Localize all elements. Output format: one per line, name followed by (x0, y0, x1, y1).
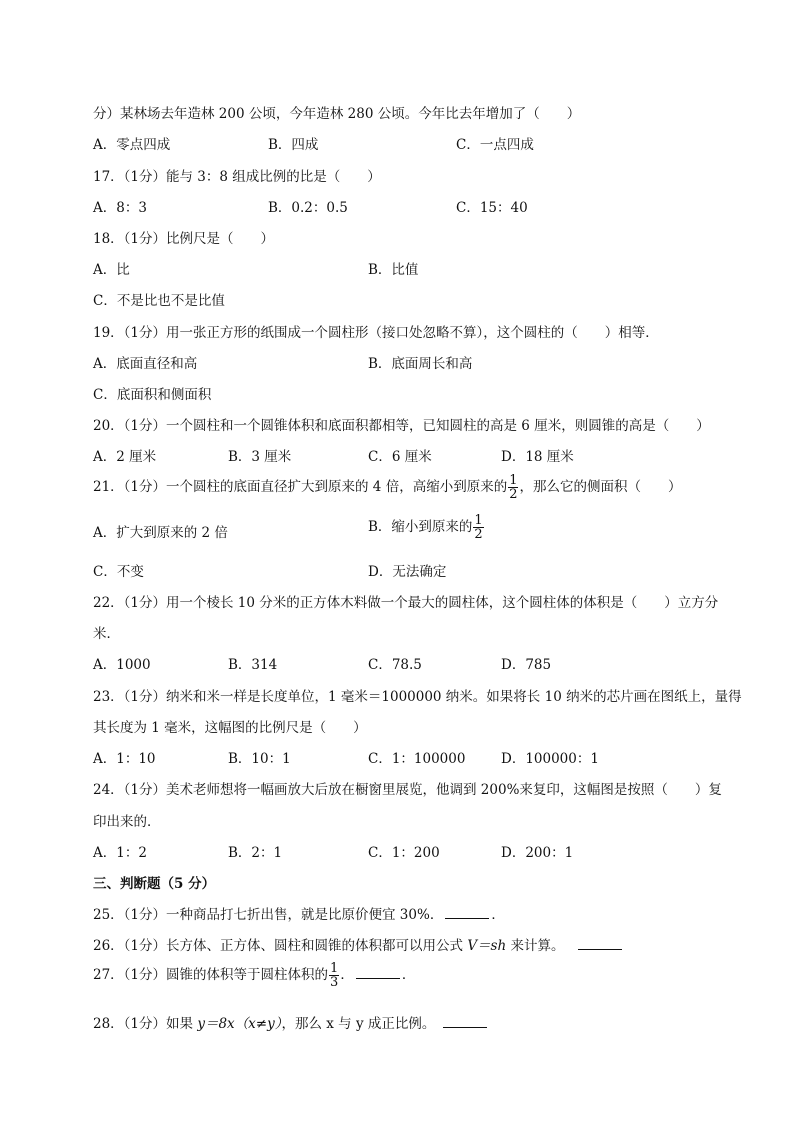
q25-text-body: 25．（1分）一种商品打七折出售，就是比原价便宜 30%． (93, 907, 444, 923)
q22-option-a[interactable]: A．1000 (93, 657, 151, 673)
q21-option-a[interactable]: A．扩大到原来的 2 倍 (93, 525, 228, 541)
q21-option-d[interactable]: D．无法确定 (368, 564, 447, 580)
q17-option-b[interactable]: B．0.2：0.5 (268, 200, 348, 216)
q24-option-c[interactable]: C．1：200 (368, 845, 440, 861)
q23-option-d[interactable]: D．100000：1 (501, 751, 599, 767)
q24-text-line1: 24．（1分）美术老师想将一幅画放大后放在橱窗里展览，他调到 200%来复印，这幅图是按照（ ）复 (93, 782, 722, 798)
q17-option-c[interactable]: C．15：40 (456, 200, 528, 216)
q21-text (93, 474, 681, 501)
q18-option-c[interactable]: C．不是比也不是比值 (93, 293, 225, 309)
q20-option-c[interactable]: C．6 厘米 (368, 449, 432, 465)
q26-formula: V＝sh (467, 938, 507, 954)
q18-option-a[interactable]: A．比 (93, 262, 130, 278)
q25-period: ． (491, 907, 505, 923)
q16-option-a[interactable]: A．零点四成 (93, 137, 171, 153)
fraction-one-half-option: $\frac{1}{2}$ (474, 513, 483, 542)
q23-text-line1: 23．（1分）纳米和米一样是长度单位，1 毫米＝1000000 纳米。如果将长 10 纳米的芯片画在图纸上，量得 (93, 689, 742, 705)
q16-option-b[interactable]: B．四成 (268, 137, 319, 153)
q19-text: 19．（1分）用一张正方形的纸围成一个圆柱形（接口处忽略不算），这个圆柱的（ ）相等． (93, 325, 659, 341)
q28-answer-blank[interactable] (443, 1017, 487, 1028)
q27-period-a: ． (340, 967, 354, 983)
q25-text (93, 903, 505, 923)
q24-option-d[interactable]: D．200：1 (501, 845, 574, 861)
fraction-one-half: $\frac{1}{2}$ (509, 473, 518, 502)
q22-option-d[interactable]: D．785 (501, 657, 552, 673)
q16-text: 分）某林场去年造林 200 公顷，今年造林 280 公顷。今年比去年增加了（ ） (93, 106, 581, 122)
q20-option-a[interactable]: A．2 厘米 (93, 449, 157, 465)
q18-option-b[interactable]: B．比值 (368, 262, 419, 278)
q21-option-b-label: B．缩小到原来的 (368, 519, 473, 535)
q25-answer-blank[interactable] (445, 908, 489, 919)
q22-option-b[interactable]: B．314 (228, 657, 278, 673)
q28-text-mid: ，那么 x 与 y 成正比例。 (281, 1016, 436, 1032)
q28-formula: y＝8x（x≠y） (197, 1016, 282, 1032)
q21-text-pre: 21．（1分）一个圆柱的底面直径扩大到原来的 4 倍，高缩小到原来的 (93, 479, 508, 495)
q24-option-b[interactable]: B．2：1 (228, 845, 283, 861)
q18-text: 18．（1分）比例尺是（ ） (93, 231, 275, 247)
q19-option-c[interactable]: C．底面积和侧面积 (93, 387, 212, 403)
q23-text-line2: 其长度为 1 毫米，这幅图的比例尺是（ ） (93, 720, 367, 736)
q26-answer-blank[interactable] (578, 939, 622, 950)
q17-text: 17．（1分）能与 3：8 组成比例的比是（ ） (93, 169, 381, 185)
q23-option-a[interactable]: A．1：10 (93, 751, 156, 767)
q23-option-c[interactable]: C．1：100000 (368, 751, 466, 767)
q26-text-pre: 26．（1分）长方体、正方体、圆柱和圆锥的体积都可以用公式 (93, 938, 468, 954)
q20-option-b[interactable]: B．3 厘米 (228, 449, 292, 465)
q24-text-line2: 印出来的． (93, 814, 161, 830)
q16-option-c[interactable]: C．一点四成 (456, 137, 534, 153)
q21-text-post: ，那么它的侧面积（ ） (519, 479, 682, 495)
q21-option-b[interactable] (368, 514, 485, 541)
q27-text (93, 962, 415, 989)
q28-text (93, 1012, 489, 1032)
q27-answer-blank[interactable] (356, 968, 400, 979)
q20-option-d[interactable]: D．18 厘米 (501, 449, 574, 465)
q20-text: 20．（1分）一个圆柱和一个圆锥体积和底面积都相等，已知圆柱的高是 6 厘米，则圆锥的高是（ ） (93, 418, 710, 434)
q19-option-a[interactable]: A．底面直径和高 (93, 356, 198, 372)
q27-text-pre: 27．（1分）圆锥的体积等于圆柱体积的 (93, 967, 329, 983)
q19-option-b[interactable]: B．底面周长和高 (368, 356, 473, 372)
q22-text-line2: 米． (93, 626, 120, 642)
q22-text-line1: 22．（1分）用一个棱长 10 分米的正方体木料做一个最大的圆柱体，这个圆柱体的体积是（ ）立方分 (93, 595, 719, 611)
q21-option-c[interactable]: C．不变 (93, 564, 144, 580)
q26-text (93, 934, 624, 954)
section-heading-true-false: 三、判断题（5 分） (93, 876, 216, 892)
q23-option-b[interactable]: B．10：1 (228, 751, 291, 767)
q26-text-post: 来计算。 (506, 938, 565, 954)
fraction-one-third: $\frac{1}{3}$ (330, 961, 339, 990)
q22-option-c[interactable]: C．78.5 (368, 657, 422, 673)
q17-option-a[interactable]: A．8：3 (93, 200, 147, 216)
q24-option-a[interactable]: A．1：2 (93, 845, 147, 861)
q28-text-pre: 28．（1分）如果 (93, 1016, 198, 1032)
q27-period-b: ． (401, 967, 416, 983)
